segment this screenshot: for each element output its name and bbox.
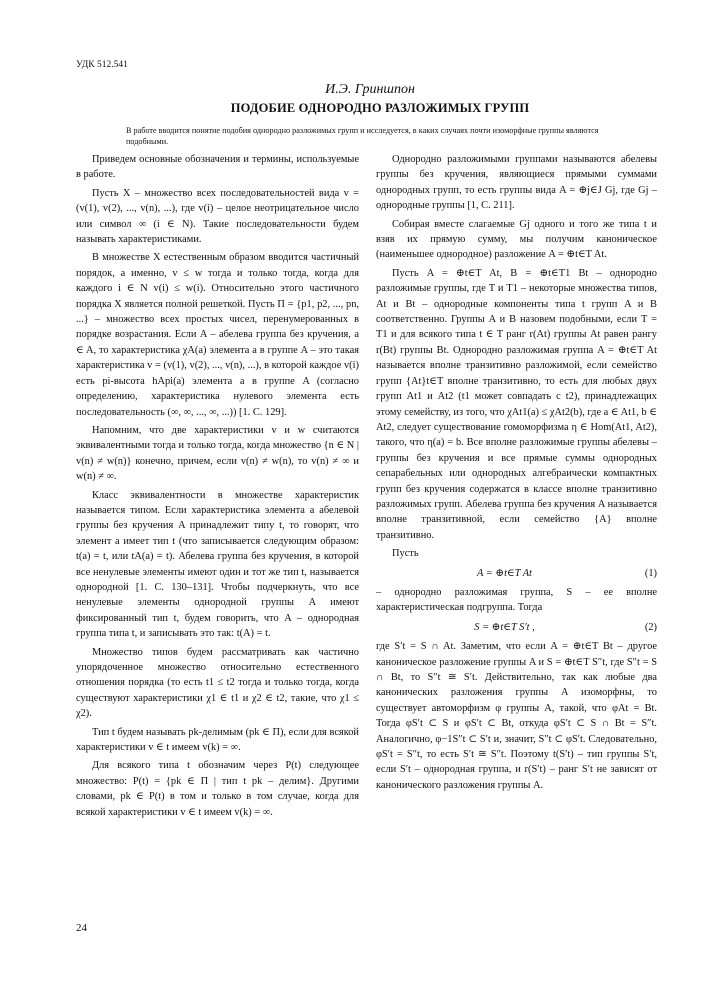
paper-title: ПОДОБИЕ ОДНОРОДНО РАЗЛОЖИМЫХ ГРУПП [230,101,530,115]
equation-expression: A = ⊕t∈T At [477,567,532,579]
paragraph: Собирая вместе слагаемые Gj одного и того же типа t и взяв их прямую сумму, мы получим каноническое (наименьшее однородное) разложение A = ⊕t∈T At. [376,218,657,261]
paragraph: Тип t будем называть pk-делимым (pk ∈ Π), если для всякой характеристики v ∈ t имеем v(k) = ∞. [76,726,359,754]
paragraph: Множество типов будем рассматривать как частично упорядоченное множество относительно естественного отношения порядка (то есть t1 ≤ t2 тогда и только тогда, когда существуют характеристики χ1 ∈ t1 и χ2 ∈ t2, такие, что χ1 ≤ χ2). [76,646,359,720]
paragraph: Напомним, что две характеристики v и w считаются эквивалентными тогда и только тогда, когда множество {n ∈ N | v(n) ≠ w(n)} конечно, причем, если v(n) ≠ w(n), то v(n) ≠ ∞ и w(n) ≠ ∞. [76,424,359,483]
equation-number: (2) [644,621,657,633]
paragraph: – однородно разложимая группа, S – ее вполне характеристическая подгруппа. Тогда [376,586,657,614]
paragraph: Класс эквивалентности в множестве характеристик называется типом. Если характеристика элемента a абелевой группы без кручения A принадлежит типу t, то говорят, что элемент a имеет тип t (что записывается следующим образом: t(a) = t, или tA(a) = t). Абелева группа без кручения, в которой все ненулевые элементы имеют один и тот же тип t, называется однородной [1. С. 130–131]. Чтобы подчеркнуть, что все ненулевые элементы однородной группы A имеют фиксированный тип t, будем говорить, что A – однородная группа типа t, и записывать это так: t(A) = t. [76,489,359,640]
paragraph: Приведем основные обозначения и термины, используемые в работе. [76,154,359,181]
paragraph: Пусть A = ⊕t∈T At, B = ⊕t∈T1 Bt – однородно разложимые группы, где T и T1 – некоторые множества типов, At и Bt – однородные компоненты типа t групп A и B соответственно. Группы A и B назовем подобными, если T = T1 и для всякого типа t ∈ T ранг r(At) группы At равен рангу r(Bt) группы Bt. Однородно разложимая группа A = ⊕t∈T At называется вполне транзитивно разложимой, если семейство групп {At}t∈T вполне транзитивно, то есть для любых двух групп At1 и At2 (t1 может совпадать с t2), принадлежащих этому семейству, из того, что χAt1(a) ≤ χAt2(b), где a ∈ At1, b ∈ At2, следует существование гомоморфизма η ∈ Hom(At1, At2), такого, что η(a) = b. Все вполне разложимые группы абелевы – группы без кручения и все прямые суммы однородных сепарабельных или однородных алгебраически компактных групп без кручения содержатся в классе вполне транзитивно разложимых групп. Абелева группа без кручения A называется вполне транзитивной, если семейство {A} вполне транзитивно. [376,267,657,541]
paragraph: Однородно разложимыми группами называются абелевы группы без кручения, являющиеся прямыми суммами однородных групп, то есть группы вида A = ⊕j∈J Gj, где Gj –однородные группы [1, С. 211]. [376,154,657,212]
abstract: В работе вводится понятие подобия однородно разложимых групп и исследуется, в каких случаях почти изоморфные группы являются подобными. [126,126,599,146]
paragraph: Пусть X – множество всех последовательностей вида v = (v(1), v(2), ..., v(n), ...), где v(i) – целое неотрицательное число или символ ∞ (i ∈ N). Такие последовательности будем называть характеристиками. [76,187,359,246]
author-name: И.Э. Гриншпон [325,82,415,97]
paragraph: где S′t = S ∩ At. Заметим, что если A = ⊕t∈T Bt – другое каноническое разложение группы A и S = ⊕t∈T S″t, где S″t = S ∩ Bt, то S″t ≅ S′t. Действительно, так как любые два канонических разложения группы A изоморфны, то существует автоморфизм φ группы A, такой, что φAt = Bt. Тогда φS′t ⊂ S и φS′t ⊂ Bt, откуда φS′t ⊂ S ∩ Bt = S″t. Аналогично, φ−1S″t ⊂ S′t и, значит, S″t ⊂ φS′t. Следовательно, φS′t = S″t, то есть S′t ≅ S″t. Поэтому t(S′t) – тип группы S′t, если S′t – однородная группа, и r(S′t) – ранг S′t не зависят от канонического разложения группы A. [376,641,657,791]
right-column [376,152,657,793]
equation-number: (1) [644,567,657,579]
paragraph: В множестве X естественным образом вводится частичный порядок, а именно, v ≤ w тогда и только тогда, когда для каждого i ∈ N v(i) ≤ w(i). Относительно этого частичного порядка X является полной решеткой. Пусть Π = {p1, p2, ..., pn, ...} – множество всех простых чисел, перенумерованных в порядке возрастания. Если A – абелева группа без кручения, a ∈ A, то характеристика χA(a) элемента a в группе A – это такая характеристика v = (v(1), v(2), ..., v(n), ...), в которой каждое v(i) есть pi-высота hApi(a) элемента a в группе A (согласно определению, характеристика нулевого элемента есть последовательность (∞, ∞, ..., ∞, ...)) [1. С. 129]. [76,252,359,418]
equation-expression: S = ⊕t∈T S′t , [474,621,535,633]
equation-1 [376,566,657,581]
page-number: 24 [76,922,87,934]
left-column [76,152,359,820]
udk-code: УДК 512.541 [76,60,128,70]
paragraph: Пусть [392,548,419,560]
equation-2 [376,620,657,635]
paragraph: Для всякого типа t обозначим через P(t) следующее множество: P(t) = {pk ∈ Π | тип t pk – делим}. Другими словами, pk ∈ P(t) в том и только в том случае, когда для всякой характеристики v ∈ t имеем v(k) = ∞. [76,760,359,818]
